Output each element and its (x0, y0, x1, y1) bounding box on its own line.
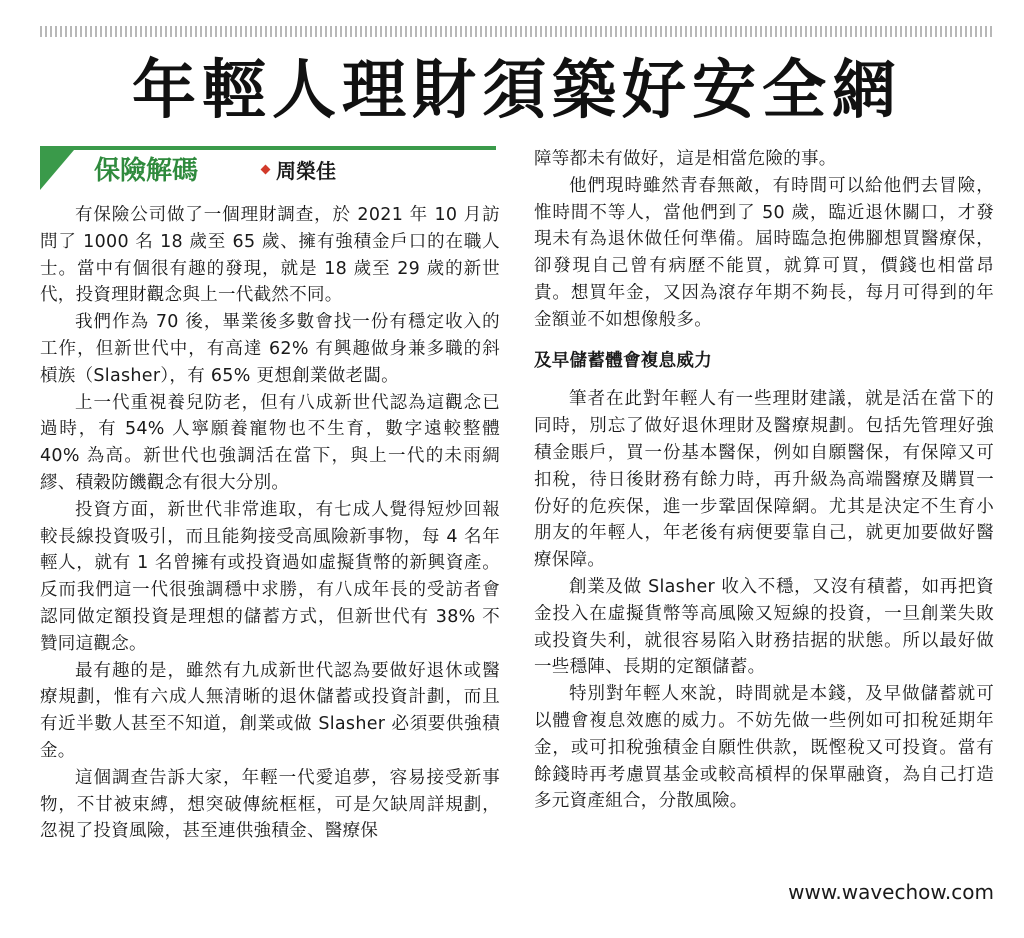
right-paragraph-continued: 障等都未有做好，這是相當危險的事。 (534, 149, 837, 169)
left-column (40, 202, 500, 845)
left-paragraph-3: 上一代重視養兒防老，但有八成新世代認為這觀念已過時，有 54% 人寧願養寵物也不生育，數字遠較整體 40% 為高。新世代也強調活在當下，與上一代的未雨綢繆、積穀防饑觀念有很大分別。 (40, 392, 500, 493)
right-paragraph-2: 筆者在此對年輕人有一些理財建議，就是活在當下的同時，別忘了做好退休理財及醫療規劃。包括先管理好強積金賬戶，買一份基本醫保，例如自願醫保，有保障又可扣稅，待日後財務有餘力時，再升級為高端醫療及購買一份好的危疾保，進一步鞏固保障網。尤其是決定不生育小朋友的年輕人，年老後有病便要靠自己，就更加要做好醫療保障。 (534, 389, 994, 571)
left-paragraph-2: 我們作為 70 後，畢業後多數會找一份有穩定收入的工作，但新世代中，有高達 62% 有興趣做身兼多職的斜槓族（Slasher），有 65% 更想創業做老闆。 (40, 312, 500, 386)
website-url: www.wavechow.com (788, 880, 994, 904)
column-header (40, 146, 498, 196)
author-name: 周榮佳 (276, 159, 336, 183)
right-paragraph-1: 他們現時雖然青春無敵，有時間可以給他們去冒險，惟時間不等人，當他們到了 50 歲，臨近退休關口，才發現未有為退休做任何準備。屆時臨急抱佛腳想買醫療保，卻發現自己曾有病歷不能買，就算可買，價錢也相當昂貴。想買年金，又因為滾存年期不夠長，每月可得到的年金額並不如想像般多。 (534, 175, 994, 330)
left-paragraph-4: 投資方面，新世代非常進取，有七成人覺得短炒回報較長線投資吸引，而且能夠接受高風險新事物，每 4 名年輕人，就有 1 名曾擁有或投資過如虛擬貨幣的新興資產。反而我們這一代很強調穩中求勝，有八成年長的受訪者會認同做定額投資是理想的儲蓄方式，但新世代有 38% 不贊同這觀念。 (40, 499, 500, 654)
column-header-triangle (40, 150, 74, 190)
column-header-bar (40, 146, 496, 150)
left-paragraph-5: 最有趣的是，雖然有九成新世代認為要做好退休或醫療規劃，惟有六成人無清晰的退休儲蓄或投資計劃，而且有近半數人甚至不知道，創業或做 Slasher 必須要供強積金。 (40, 660, 500, 761)
left-paragraph-6: 這個調查告訴大家，年輕一代愛追夢，容易接受新事物，不甘被束縛，想突破傳統框框，可是欠缺周詳規劃，忽視了投資風險，甚至連供強積金、醫療保 (40, 767, 500, 842)
headline: 年輕人理財須築好安全網 (132, 54, 902, 128)
right-column (534, 146, 994, 815)
right-paragraph-3: 創業及做 Slasher 收入不穩，又沒有積蓄，如再把資金投入在虛擬貨幣等高風險又短線的投資，一旦創業失敗或投資失利，就很容易陷入財務拮据的狀態。所以最好做一些穩陣、長期的定額儲蓄。 (534, 576, 994, 678)
column-name: 保險解碼 (94, 156, 199, 186)
top-decorative-rule (40, 26, 994, 37)
left-paragraph-1: 有保險公司做了一個理財調查，於 2021 年 10 月訪問了 1000 名 18 歲至 65 歲、擁有強積金戶口的在職人士。當中有個很有趣的發現，就是 18 歲至 29 歲的新世代，投資理財觀念與上一代截然不同。 (40, 205, 500, 306)
diamond-icon (261, 165, 271, 175)
subheading: 及早儲蓄體會複息威力 (534, 350, 712, 371)
right-paragraph-4: 特別對年輕人來說，時間就是本錢，及早做儲蓄就可以體會複息效應的威力。不妨先做一些例如可扣稅延期年金，或可扣稅強積金自願性供款，既慳稅又可投資。當有餘錢時再考慮買基金或較高槓桿的保單融資，為自己打造多元資產組合，分散風險。 (534, 684, 994, 812)
